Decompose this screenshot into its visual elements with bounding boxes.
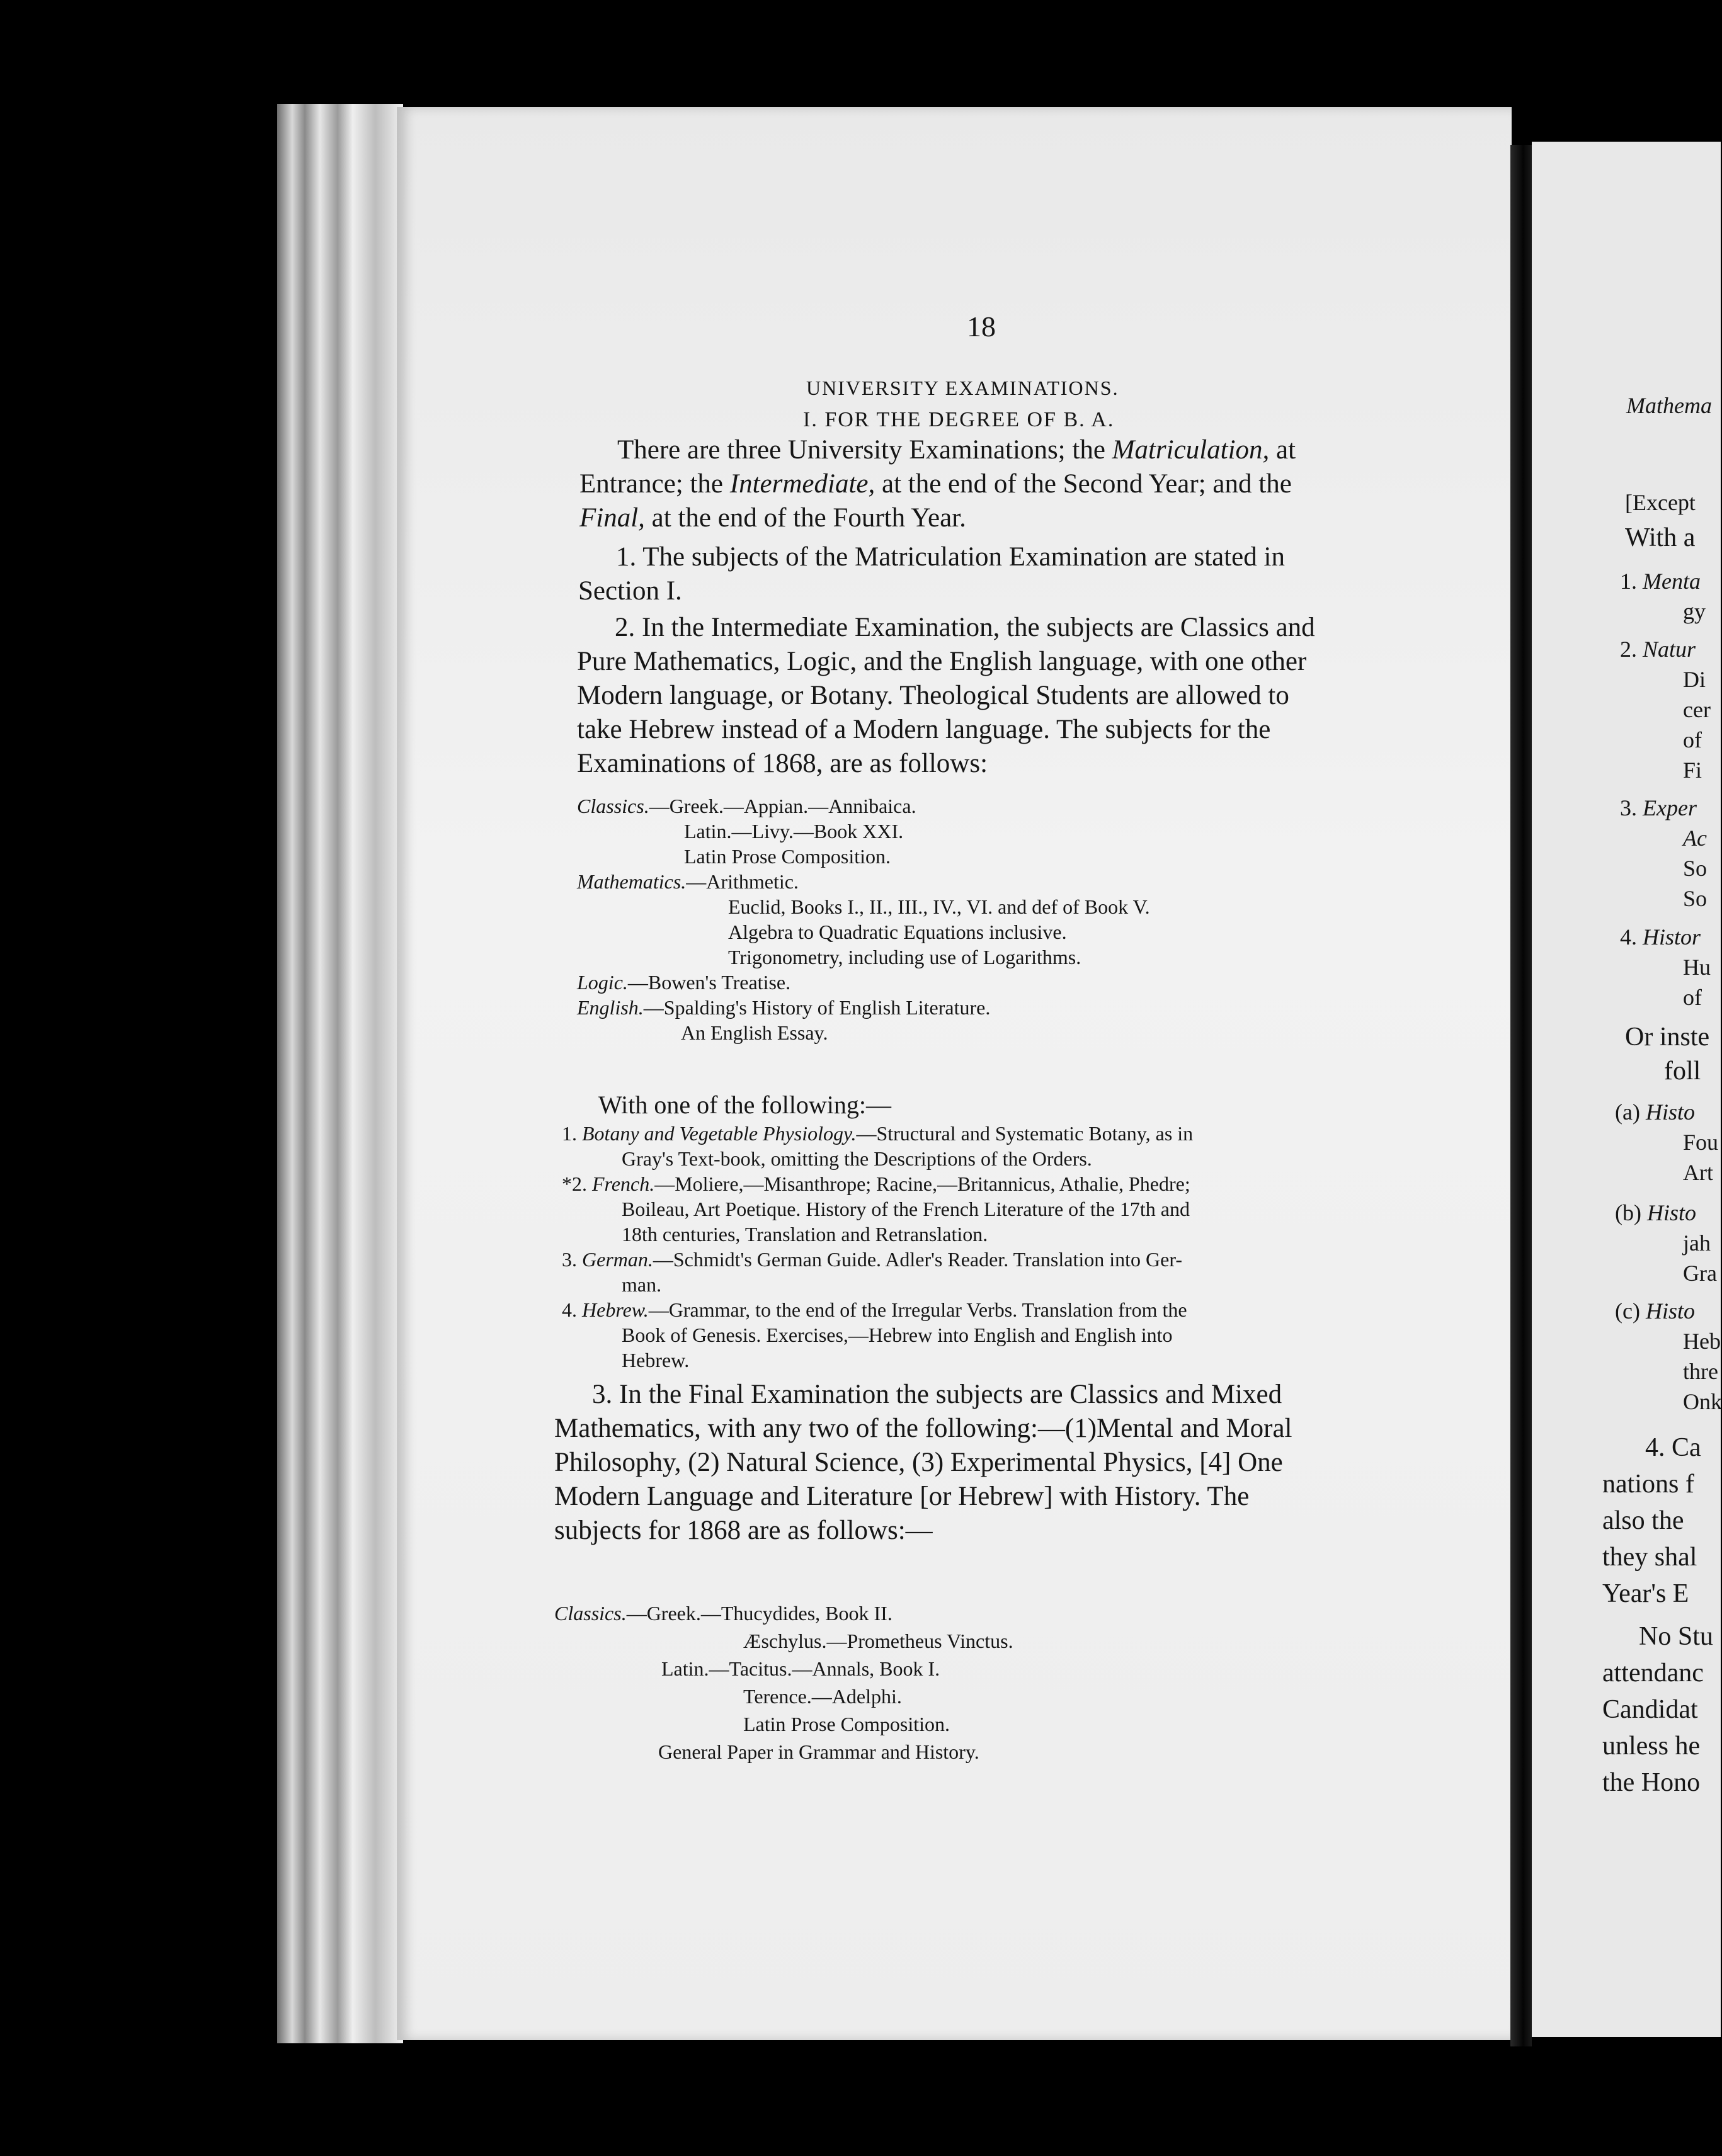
final-subjects: Classics.—Greek.—Thucydides, Book II. Æschylus.—Prometheus Vinctus. Latin.—Tacitus.—Annals, Book I. Terence.—Adelphi. Latin Prose Composition. General Paper in Grammar and History. bbox=[554, 1602, 1013, 1763]
english-label: English. bbox=[577, 996, 644, 1019]
classics-label: Classics. bbox=[577, 795, 649, 817]
final-classics-label: Classics. bbox=[554, 1602, 627, 1625]
intermediate-subjects: Classics.—Greek.—Appian.—Annibaica. Latin.—Livy.—Book XXI. Latin Prose Composition. Mathematics.—Arithmetic. Euclid, Books I., II., III., IV., VI. and def of Book V. Algebra to Quadratic Equations inclusive. Trigonometry, including use of Logarithms. Logic.—Bowen's Treatise. English.—Spalding's History of English Literature. An English Essay. bbox=[577, 795, 1150, 1044]
left-page bbox=[397, 107, 1512, 2040]
intro-paragraph: There are three University Examinations; the Matriculation, at Entrance; the Intermediate, at the end of the Second Year; and the Final, at the end of the Fourth Year. bbox=[579, 435, 1296, 533]
logic-label: Logic. bbox=[577, 971, 628, 994]
section-heading: UNIVERSITY EXAMINATIONS. bbox=[806, 377, 1119, 399]
right-page-fragment: Mathema [Except With a 1. Menta gy 2. Natur Di cer of Fi 3. Exper Ac So So 4. Histor Hu of Or inste foll (a) Histo Fou Art (b) Histo jah Gra (c) Histo Heb thre Onk 4. Ca nations f also the they shal Year's E No Stu attendanc Candidat unless he the Hono bbox=[1532, 142, 1721, 2037]
page-number: 18 bbox=[967, 310, 996, 343]
book-gutter bbox=[1510, 145, 1532, 2046]
item-3-paragraph: 3. In the Final Examination the subjects are Classics and Mixed Mathematics, with any two of the following:—(1)Mental and Moral Philosophy, (2) Natural Science, (3) Experimental Physics, [4] One Modern Language and Literature [or Hebrew] with History. The subjects for 1868 are as follows:— bbox=[554, 1380, 1292, 1545]
mathematics-label: Mathematics. bbox=[577, 870, 687, 893]
with-one-heading: With one of the following:— bbox=[598, 1091, 891, 1119]
modern-language-options: 1. Botany and Vegetable Physiology.—Structural and Systematic Botany, as in Gray's Text-book, omitting the Descriptions of the Orders. *2. French.—Moliere,—Misanthrope; Racine,—Britannicus, Athalie, Phedre; Boileau, Art Poetique. History of the French Literature of the 17th and 18th centuries, Translation and Retranslation. 3. German.—Schmidt's German Guide. Adler's Reader. Translation into Ger- man. 4. Hebrew.—Grammar, to the end of the Irregular Verbs. Translation from the Book of Genesis. Exercises,—Hebrew into English and English into Hebrew. bbox=[562, 1122, 1194, 1371]
book-left-edge bbox=[277, 104, 403, 2043]
item-2-paragraph: 2. In the Intermediate Examination, the subjects are Classics and Pure Mathematics, Logic, and the English language, with one other Modern language, or Botany. Theological Students are allowed to take Hebrew instead of a Modern language. The subjects for the Examinations of 1868, are as follows: bbox=[577, 613, 1315, 778]
item-1-paragraph: 1. The subjects of the Matriculation Examination are stated in Section I. bbox=[578, 542, 1285, 606]
section-subheading: I. FOR THE DEGREE OF B. A. bbox=[803, 408, 1115, 431]
